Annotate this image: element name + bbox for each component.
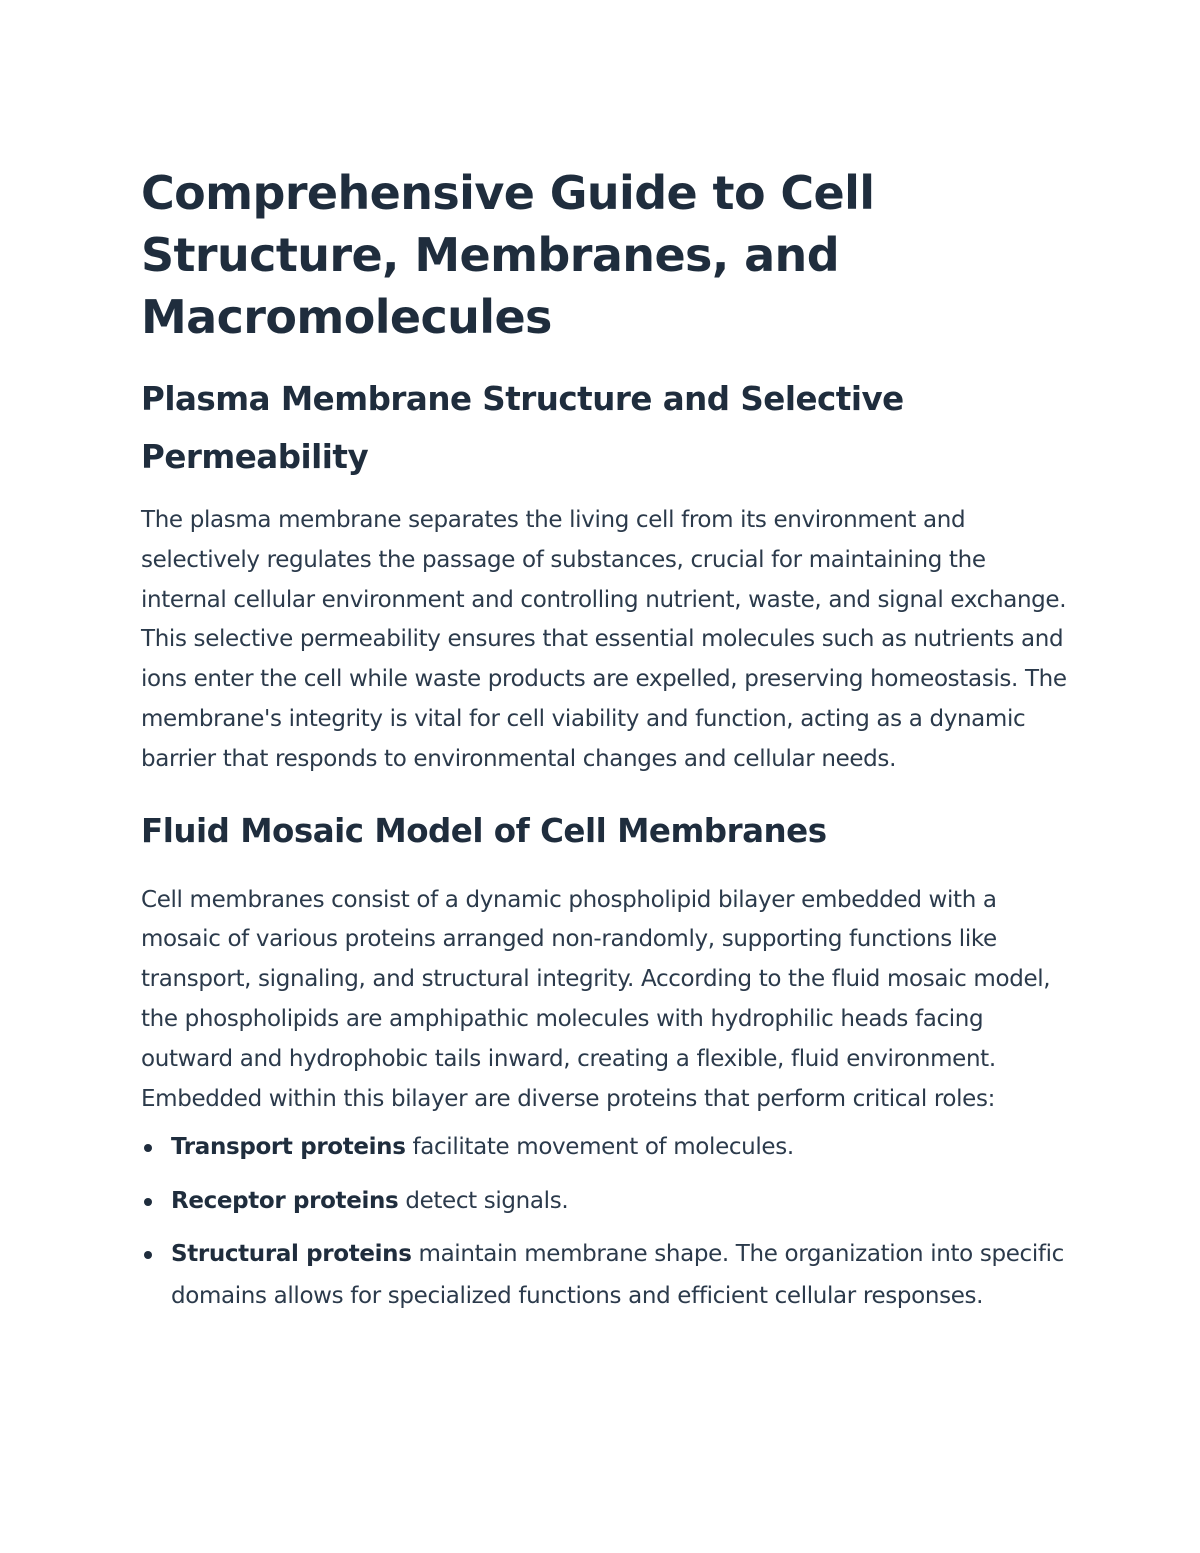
- list-item-term: Structural proteins: [171, 1241, 412, 1268]
- document-page: [141, 162, 1071, 1329]
- protein-roles-list: [141, 1127, 1071, 1317]
- list-item-text: facilitate movement of molecules.: [405, 1134, 794, 1161]
- list-item-structural-proteins: [141, 1234, 1071, 1317]
- document-title: Comprehensive Guide to Cell Structure, Membranes, and Macromolecules: [141, 166, 875, 344]
- section-paragraph-fluid-mosaic: Cell membranes consist of a dynamic phospholipid bilayer embedded with a mosaic of various proteins arranged non-randomly, supporting functions like transport, signaling, and structural integrity. According to the fluid mosaic model, the phospholipids are amphipathic molecules with hydrophilic heads facing outward and hydrophobic tails inward, creating a flexible, fluid environment. Embedded within this bilayer are diverse proteins that perform critical roles:: [141, 886, 1051, 1112]
- list-item-text: maintain membrane shape. The organization into specific domains allows for specialized functions and efficient cellular responses.: [171, 1241, 1064, 1309]
- list-item-receptor-proteins: [141, 1181, 1071, 1223]
- list-item-text: detect signals.: [398, 1187, 569, 1214]
- bullet-dot-icon: [144, 1144, 152, 1152]
- list-item-term: Transport proteins: [171, 1134, 406, 1161]
- bullet-dot-icon: [144, 1198, 152, 1206]
- list-item-term: Receptor proteins: [171, 1187, 399, 1214]
- section-paragraph-plasma-membrane: The plasma membrane separates the living cell from its environment and selectively regulates the passage of substances, crucial for maintaining the internal cellular environment and controlling nutrient, waste, and signal exchange. This selective permeability ensures that essential molecules such as nutrients and ions enter the cell while waste products are expelled, preserving homeostasis. The membrane's integrity is vital for cell viability and function, acting as a dynamic barrier that responds to environmental changes and cellular needs.: [141, 507, 1067, 772]
- bullet-dot-icon: [144, 1251, 152, 1259]
- section-heading-fluid-mosaic: Fluid Mosaic Model of Cell Membranes: [141, 811, 827, 850]
- list-item-transport-proteins: [141, 1127, 1071, 1169]
- section-heading-plasma-membrane: Plasma Membrane Structure and Selective Permeability: [141, 380, 904, 476]
